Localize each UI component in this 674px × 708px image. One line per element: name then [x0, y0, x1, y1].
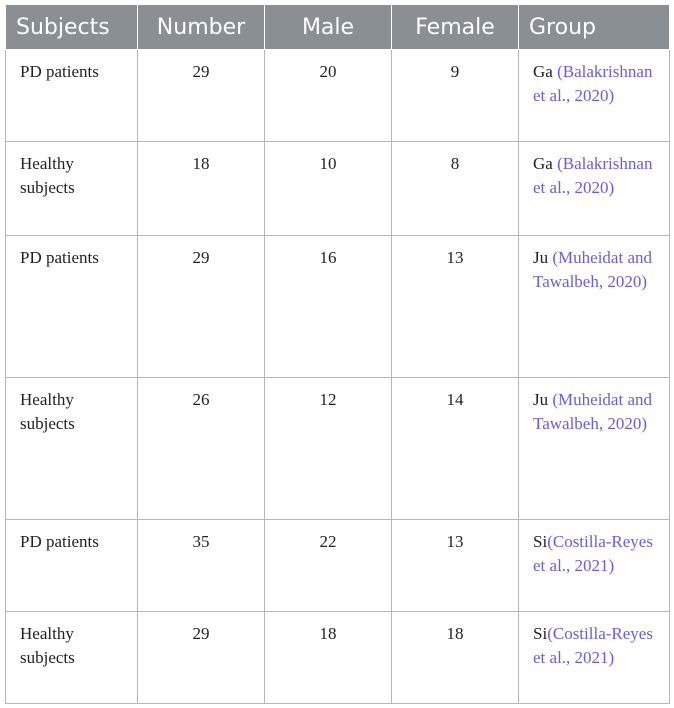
header-female: Female	[392, 5, 519, 50]
cell-female: 18	[392, 612, 519, 704]
cell-subjects: PD patients	[6, 236, 138, 378]
cell-group	[519, 50, 670, 142]
group-code: Ga	[533, 62, 553, 81]
group-code: Ju	[533, 390, 549, 409]
header-male: Male	[265, 5, 392, 50]
cell-number: 29	[138, 612, 265, 704]
table-row	[6, 520, 670, 612]
cell-number: 29	[138, 236, 265, 378]
cell-female: 13	[392, 520, 519, 612]
header-subjects: Subjects	[6, 5, 138, 50]
group-code: Ga	[533, 154, 553, 173]
table-row	[6, 236, 670, 378]
cell-subjects: PD patients	[6, 520, 138, 612]
reference-link[interactable]: (Balakrishnan et al., 2020)	[533, 154, 653, 197]
cell-group	[519, 142, 670, 236]
cell-male: 16	[265, 236, 392, 378]
cell-male: 22	[265, 520, 392, 612]
cell-group	[519, 378, 670, 520]
cell-subjects: PD patients	[6, 50, 138, 142]
subjects-table	[5, 5, 670, 704]
group-code: Si	[533, 532, 548, 551]
table-row	[6, 378, 670, 520]
cell-male: 12	[265, 378, 392, 520]
reference-link[interactable]: (Costilla-Reyes et al., 2021)	[533, 532, 653, 575]
cell-number: 35	[138, 520, 265, 612]
table-row	[6, 50, 670, 142]
cell-group	[519, 236, 670, 378]
reference-link[interactable]: (Muheidat and Tawalbeh, 2020)	[533, 248, 652, 291]
header-group: Group	[519, 5, 670, 50]
cell-number: 18	[138, 142, 265, 236]
cell-male: 10	[265, 142, 392, 236]
cell-female: 8	[392, 142, 519, 236]
cell-group	[519, 612, 670, 704]
table-row	[6, 612, 670, 704]
cell-subjects: Healthy subjects	[6, 142, 138, 236]
cell-male: 20	[265, 50, 392, 142]
cell-number: 26	[138, 378, 265, 520]
cell-subjects: Healthy subjects	[6, 378, 138, 520]
cell-female: 14	[392, 378, 519, 520]
group-code: Si	[533, 624, 548, 643]
cell-female: 9	[392, 50, 519, 142]
cell-female: 13	[392, 236, 519, 378]
header-row	[6, 5, 670, 50]
cell-subjects: Healthy subjects	[6, 612, 138, 704]
table-row	[6, 142, 670, 236]
header-number: Number	[138, 5, 265, 50]
cell-group	[519, 520, 670, 612]
cell-male: 18	[265, 612, 392, 704]
reference-link[interactable]: (Balakrishnan et al., 2020)	[533, 62, 653, 105]
group-code: Ju	[533, 248, 549, 267]
reference-link[interactable]: (Muheidat and Tawalbeh, 2020)	[533, 390, 652, 433]
cell-number: 29	[138, 50, 265, 142]
reference-link[interactable]: (Costilla-Reyes et al., 2021)	[533, 624, 653, 667]
